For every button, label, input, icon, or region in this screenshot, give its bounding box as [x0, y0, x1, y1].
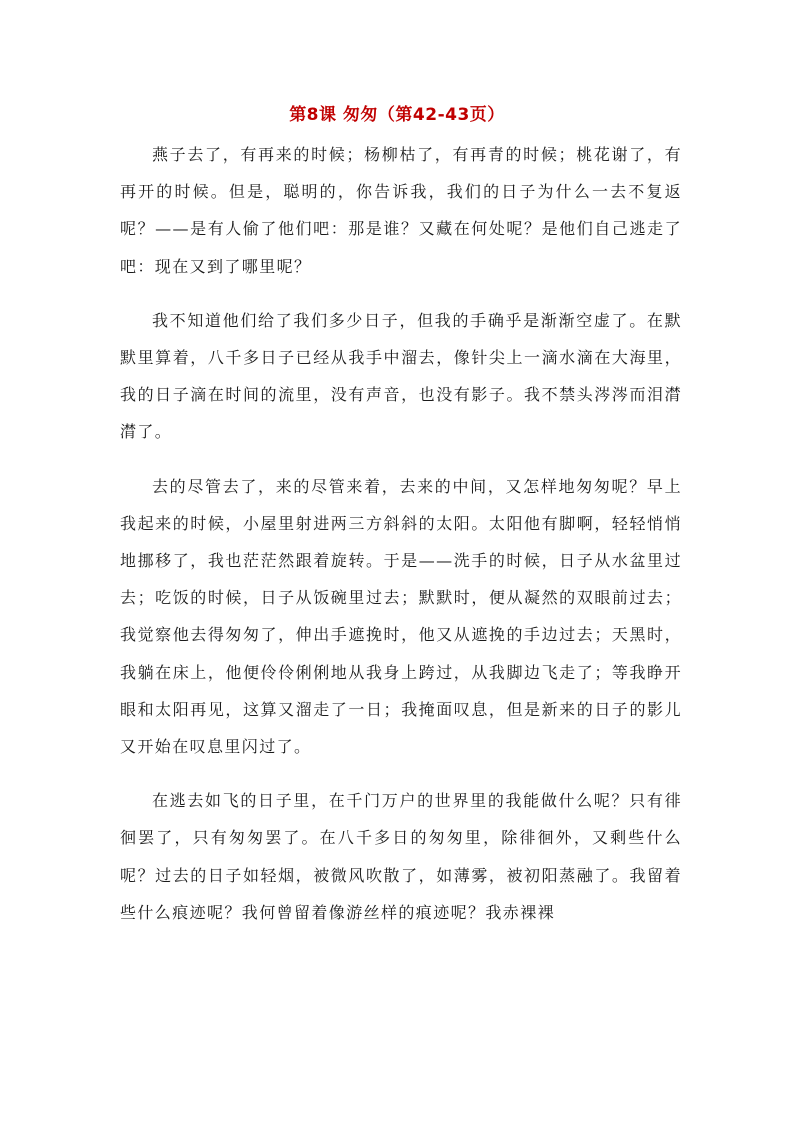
- article-body: [120, 136, 682, 931]
- paragraph-3: 去的尽管去了，来的尽管来着，去来的中间，又怎样地匆匆呢？早上我起来的时候，小屋里射进两三方斜斜的太阳。太阳他有脚啊，轻轻悄悄地挪移了，我也茫茫然跟着旋转。于是——洗手的时候，日子从水盆里过去；吃饭的时候，日子从饭碗里过去；默默时，便从凝然的双眼前过去；我觉察他去得匆匆了，伸出手遮挽时，他又从遮挽的手边过去；天黑时，我躺在床上，他便伶伶俐俐地从我身上跨过，从我脚边飞走了；等我睁开眼和太阳再见，这算又溜走了一日；我掩面叹息，但是新来的日子的影儿又开始在叹息里闪过了。: [120, 476, 682, 757]
- lesson-title: 第8课 匆匆（第42-43页）: [289, 105, 505, 125]
- paragraph-4: 在逃去如飞的日子里，在千门万户的世界里的我能做什么呢？只有徘徊罢了，只有匆匆罢了。在八千多日的匆匆里，除徘徊外，又剩些什么呢？过去的日子如轻烟，被微风吹散了，如薄雾，被初阳蒸融了。我留着些什么痕迹呢？我何曾留着像游丝样的痕迹呢？我赤裸裸: [120, 791, 682, 922]
- paragraph-2: 我不知道他们给了我们多少日子，但我的手确乎是渐渐空虚了。在默默里算着，八千多日子已经从我手中溜去，像针尖上一滴水滴在大海里，我的日子滴在时间的流里，没有声音，也没有影子。我不禁头涔涔而泪潸潸了。: [120, 310, 682, 442]
- paragraph-1: 燕子去了，有再来的时候；杨柳枯了，有再青的时候；桃花谢了，有再开的时候。但是，聪明的，你告诉我，我们的日子为什么一去不复返呢？——是有人偷了他们吧：那是谁？又藏在何处呢？是他们自己逃走了吧：现在又到了哪里呢？: [120, 145, 682, 276]
